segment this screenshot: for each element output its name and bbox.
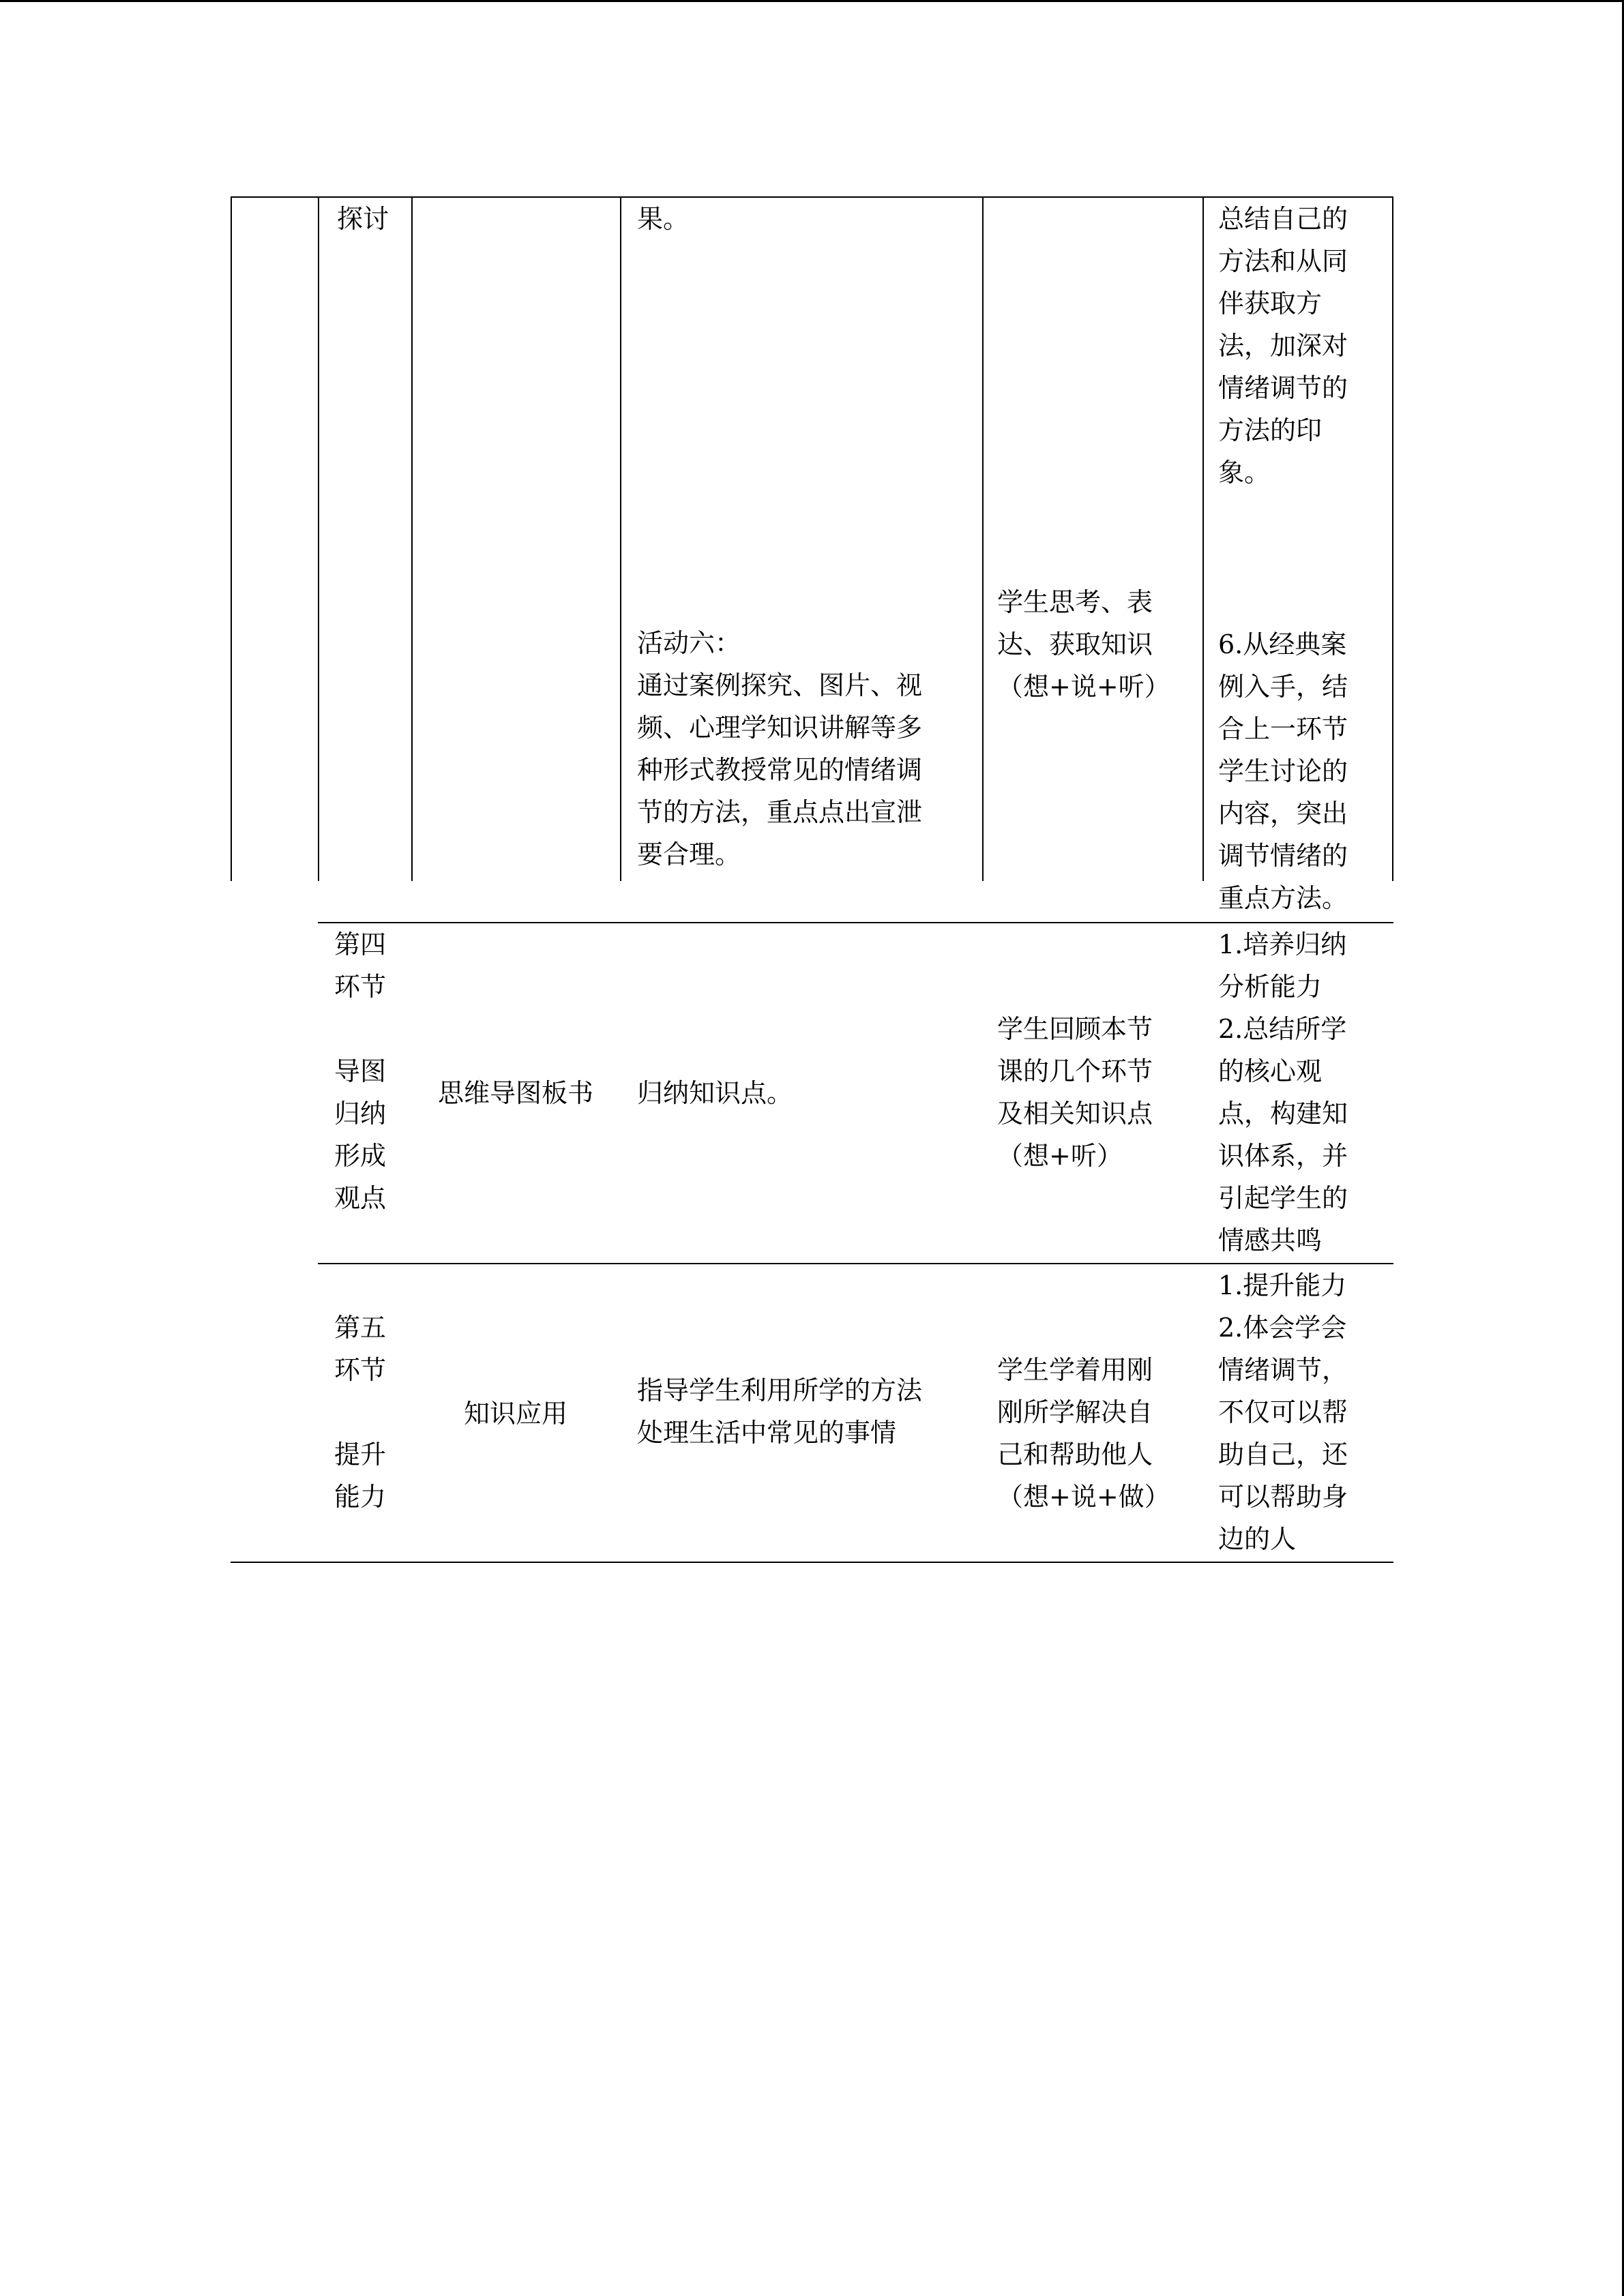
row2-intent-cell: 1.培养归纳 分析能力 2.总结所学 的核心观 点，构建知 识体系，并 引起学生的 情感共鸣 — [1218, 929, 1348, 1255]
col-divider-3 — [620, 196, 621, 881]
row3-student-cell: 学生学着用刚 刚所学解决自 己和帮助他人 （想+说+做） — [997, 1355, 1170, 1512]
row3-intent-cell: 1.提升能力 2.体会学会 情绪调节， 不仅可以帮 助自己，还 可以帮助身 边的人 — [1218, 1270, 1348, 1554]
row2-student-cell: 学生回顾本节 课的几个环节 及相关知识点 （想+听） — [997, 1014, 1153, 1171]
row1-teacher-activity6: 活动六： 通过案例探究、图片、视 频、心理学知识讲解等多 种形式教授常见的情绪调 节的方法，重点点出宣泄 要合理。 — [637, 628, 923, 869]
table-border-right — [1392, 196, 1393, 881]
col-divider-2 — [411, 196, 413, 881]
page-top-border — [0, 0, 1624, 2]
row2-stage-cell: 第四 环节 导图 归纳 形成 观点 — [334, 929, 387, 1213]
table-border-bottom — [231, 1562, 1393, 1563]
row3-stage-cell: 第五 环节 提升 能力 — [334, 1313, 387, 1512]
row2-teacher-cell: 归纳知识点。 — [637, 1078, 793, 1108]
row1-intent-cell: 总结自己的 方法和从同 伴获取方 法，加深对 情绪调节的 方法的印 象。 — [1218, 204, 1348, 488]
row3-teacher-cell: 指导学生利用所学的方法 处理生活中常见的事情 — [637, 1375, 923, 1448]
row1-teacher-cell: 果。 — [637, 204, 690, 234]
col-divider-1 — [318, 196, 319, 881]
col-divider-5 — [1202, 196, 1204, 881]
row1-student-cell: 学生思考、表 达、获取知识 （想+说+听） — [997, 587, 1170, 702]
row1-stage-cell: 探讨 — [337, 204, 389, 234]
row1-intent-cell-2: 6.从经典案 例入手，结 合上一环节 学生讨论的 内容，突出 调节情绪的 重点方法。 — [1218, 629, 1348, 913]
row3-activity-cell: 知识应用 — [463, 1399, 567, 1429]
col-divider-4 — [982, 196, 984, 881]
row2-activity-cell: 思维导图板书 — [437, 1078, 593, 1108]
table-border-left — [231, 196, 232, 881]
